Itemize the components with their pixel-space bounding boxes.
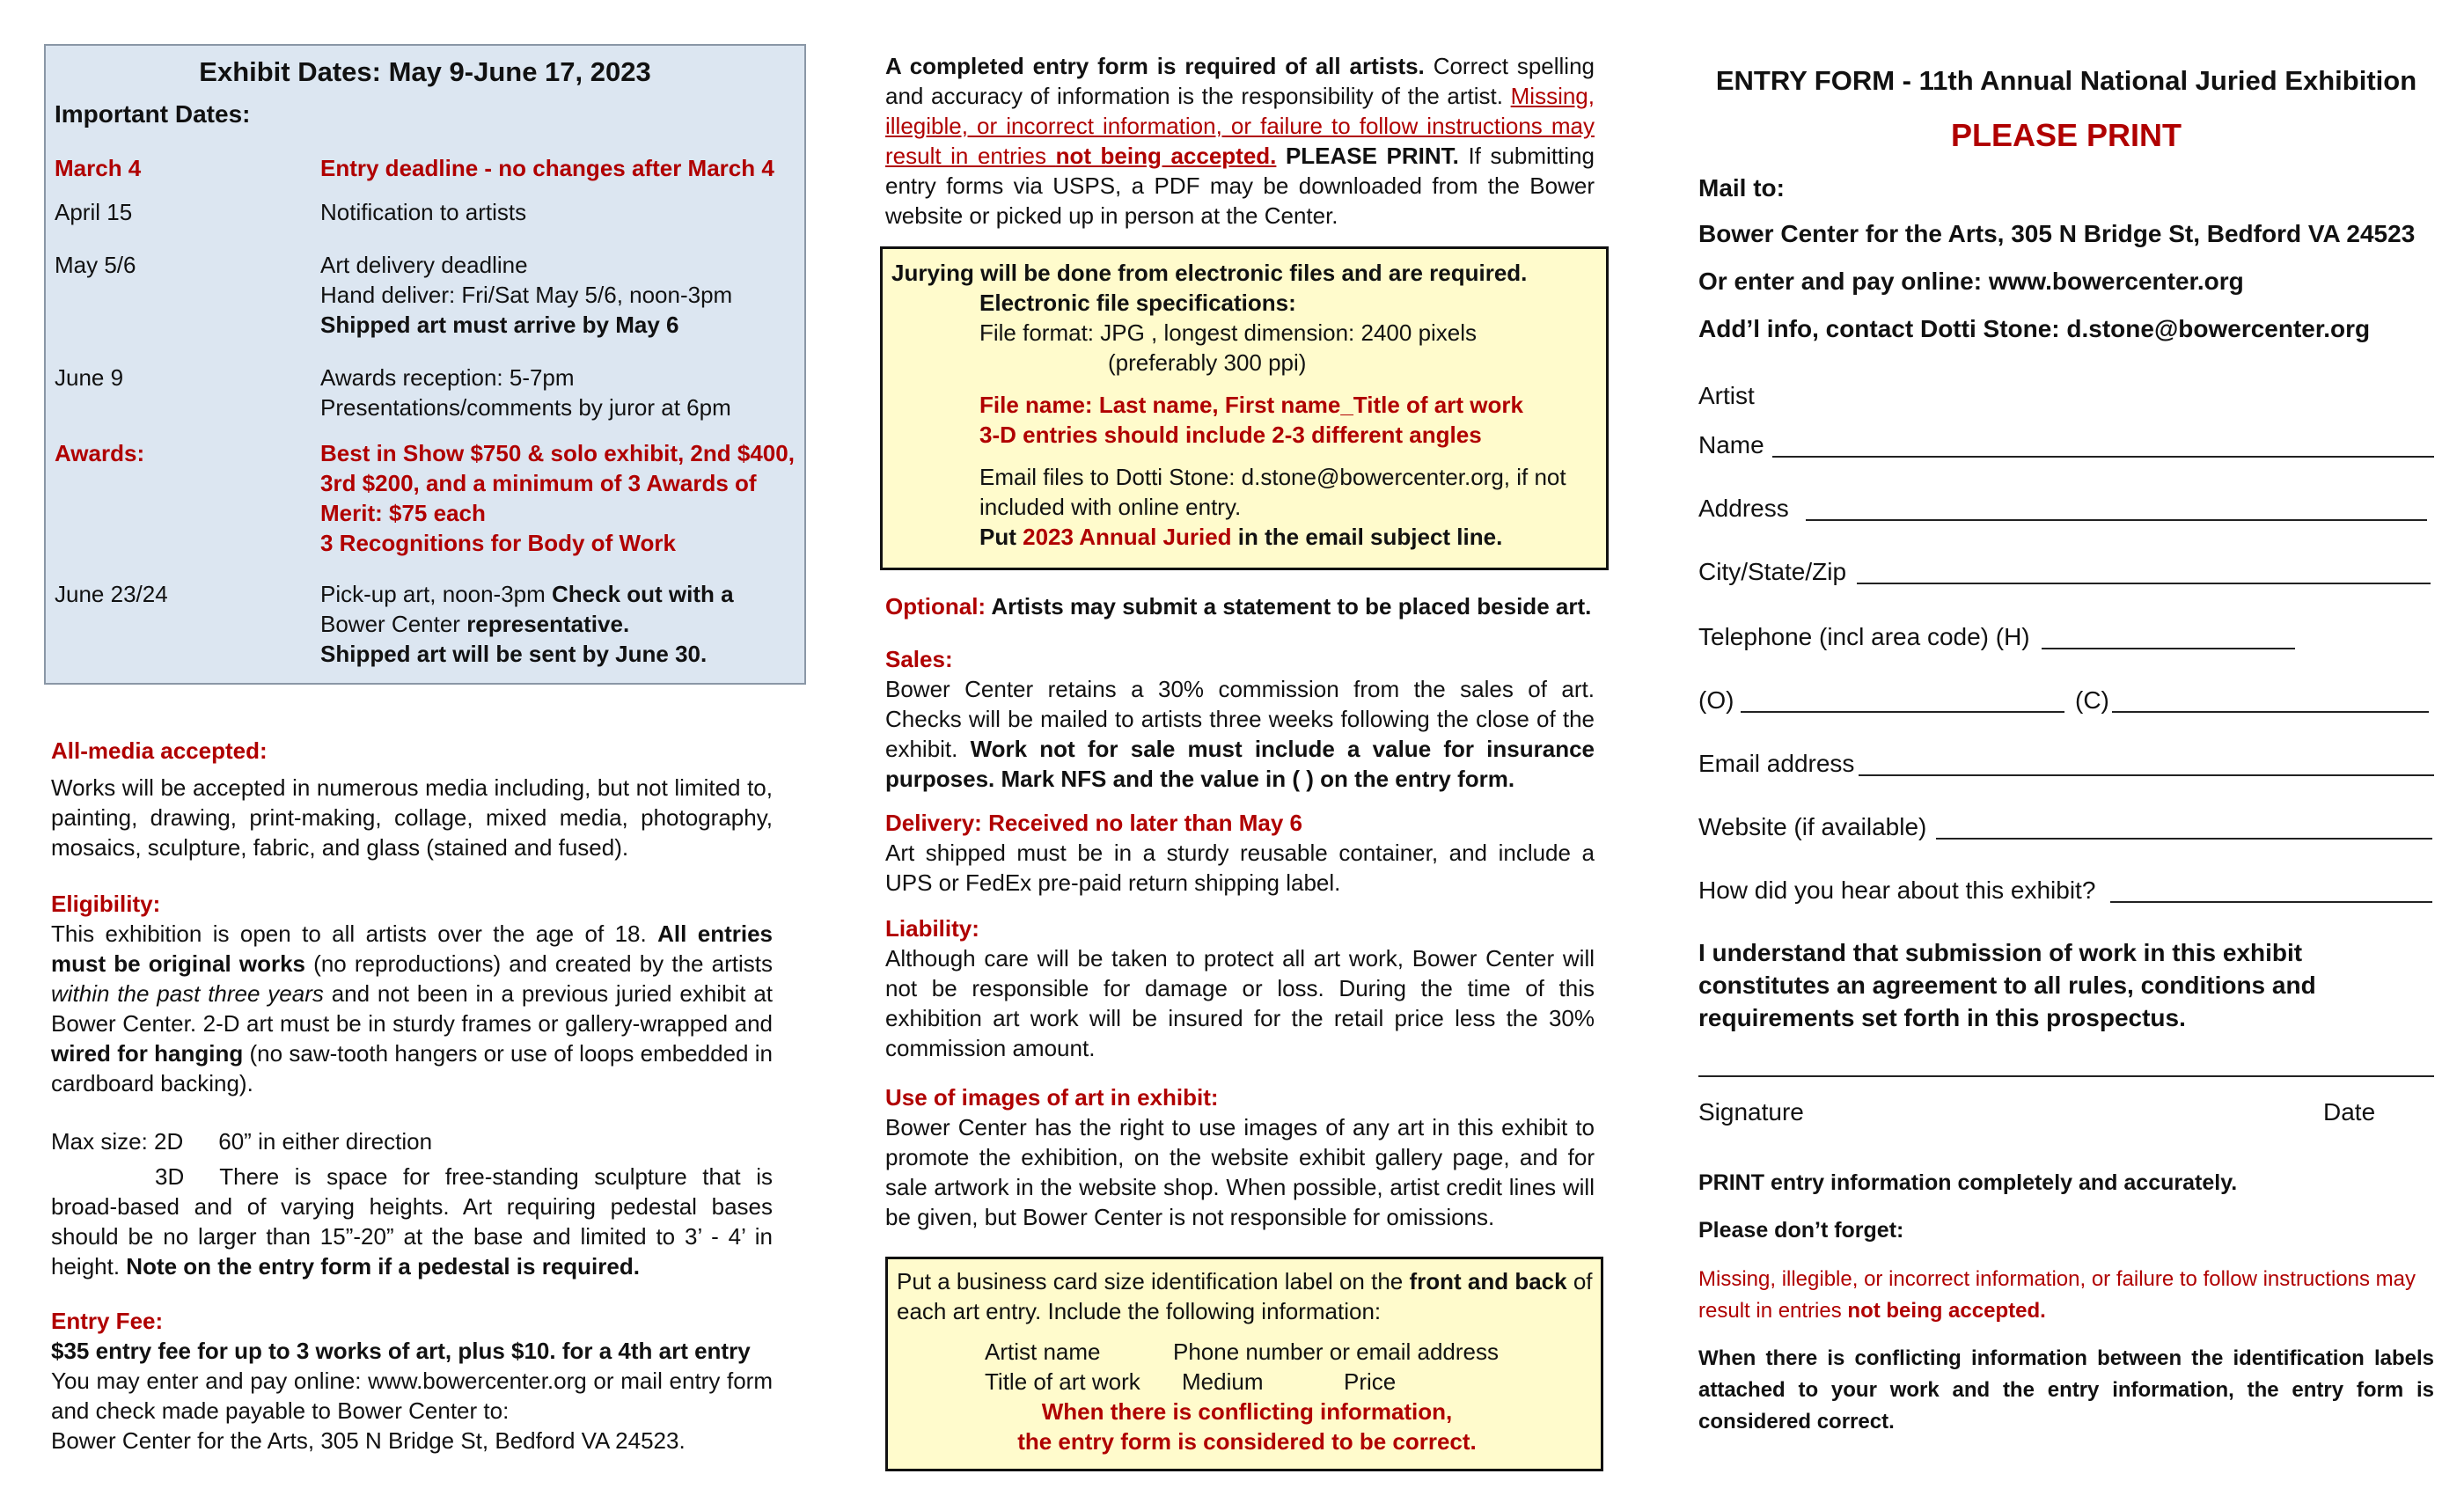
images-section <box>885 1082 1595 1232</box>
text-run: not being accepted. <box>1847 1299 2046 1323</box>
text-run: Optional: <box>885 593 986 620</box>
address-field[interactable] <box>1806 519 2427 521</box>
online-entry: Or enter and pay online: www.bowercenter.org <box>1698 268 2244 295</box>
print-note: PRINT entry information completely and accurately. <box>1698 1170 2238 1195</box>
text-run: If submitting entry forms via USPS, a PDF may be downloaded from the Bower website or picked up in person at the Center. <box>885 143 1595 229</box>
section-text <box>51 919 773 1098</box>
date-line: 3rd $200, and a minimum of 3 Awards of <box>320 470 757 496</box>
jury-line: (preferably 300 ppi) <box>1108 349 1307 376</box>
date-value: Entry deadline - no changes after March 4 <box>320 155 774 181</box>
date-line: Presentations/comments by juror at 6pm <box>320 394 731 421</box>
text-run: (no reproductions) and created by the artists <box>305 950 774 977</box>
agreement-statement: I understand that submission of work in this exhibit constitutes an agreement to all rules, conditions and requirements set forth in this prospectus. <box>1698 939 2316 1031</box>
all-media-section <box>51 736 773 862</box>
text-run: A completed entry form is required of all artists. <box>885 53 1425 79</box>
email-field[interactable] <box>1859 774 2434 776</box>
website-field[interactable] <box>1936 838 2432 840</box>
date-line: Shipped art will be sent by June 30. <box>320 641 708 667</box>
date-line: Best in Show $750 & solo exhibit, 2nd $400, <box>320 440 795 466</box>
entry-fee-text: You may enter and pay online: www.bowercenter.org or mail entry form and check made payable to Bower Center to: <box>51 1368 773 1424</box>
jurying-content <box>891 258 1595 552</box>
website-label: Website (if available) <box>1698 813 1927 840</box>
email-label: Email address <box>1698 750 1855 777</box>
city-state-zip-label: City/State/Zip <box>1698 558 1847 585</box>
text-run: Correct spelling and accuracy of information is the responsibility of the artist. <box>885 53 1595 109</box>
section-text: Bower Center has the right to use images of any art in this exhibit to promote the exhibition, on the website exhibit gallery page, and for sale artwork in the website shop. When possible, artist credit lines will be given, but Bower Center is not responsible for omissions. <box>885 1114 1595 1230</box>
section-heading: Sales: <box>885 646 953 672</box>
max-3d-note: Note on the entry form if a pedestal is required. <box>126 1253 640 1280</box>
section-heading: Delivery: Received no later than May 6 <box>885 810 1302 836</box>
conflict-statement: When there is conflicting information between the identification labels attached to your work and the entry information, the entry form is considered correct. <box>1698 1346 2434 1434</box>
contact-info: Add’l info, contact Dotti Stone: d.stone@bowercenter.org <box>1698 315 2371 342</box>
mail-to-label: Mail to: <box>1698 174 1785 202</box>
jury-line: Electronic file specifications: <box>979 290 1296 316</box>
telephone-cell-label: (C) <box>2075 686 2109 714</box>
label-field: Artist name <box>985 1338 1101 1365</box>
jury-line: File format: JPG , longest dimension: 2400 pixels <box>979 319 1478 346</box>
telephone-office-field[interactable] <box>1741 711 2064 713</box>
date-label: Date <box>2323 1098 2376 1126</box>
conflict-note: When there is conflicting information, <box>1041 1398 1453 1425</box>
name-field[interactable] <box>1772 456 2434 458</box>
hear-about-label: How did you hear about this exhibit? <box>1698 876 2096 904</box>
city-state-zip-field[interactable] <box>1857 583 2431 584</box>
mail-address: Bower Center for the Arts, 305 N Bridge St, Bedford VA 24523 <box>1698 220 2416 247</box>
date-line: Art delivery deadline <box>320 252 528 278</box>
date-line: Hand deliver: Fri/Sat May 5/6, noon-3pm <box>320 282 733 308</box>
text-run: front and back <box>1409 1268 1567 1294</box>
liability-section <box>885 913 1595 1063</box>
date-value: Notification to artists <box>320 199 527 225</box>
signature-label: Signature <box>1698 1098 1804 1126</box>
date-key: June 9 <box>55 364 124 391</box>
date-key: March 4 <box>55 155 142 181</box>
telephone-home-label: Telephone (incl area code) (H) <box>1698 623 2030 650</box>
sales-section <box>885 644 1595 794</box>
telephone-cell-field[interactable] <box>2112 711 2429 713</box>
date-line: representative. <box>466 611 630 637</box>
label-field: Medium <box>1182 1368 1264 1395</box>
text-run: PLEASE PRINT. <box>1276 143 1459 169</box>
text-run: Put <box>979 524 1023 550</box>
hear-about-field[interactable] <box>2110 901 2432 903</box>
text-run: (no saw-tooth hangers or use of loops embedded in cardboard backing). <box>51 1040 774 1096</box>
text-run: Artists may submit a statement to be placed beside art. <box>986 593 1592 620</box>
optional-line <box>885 591 1595 621</box>
name-label: Name <box>1698 431 1764 458</box>
date-line: Pick-up art, noon-3pm <box>320 581 553 607</box>
address-label: Address <box>1698 495 1789 522</box>
entry-fee-section <box>51 1306 773 1456</box>
exhibit-dates-title: Exhibit Dates: May 9-June 17, 2023 <box>199 56 651 87</box>
max-2d-text: 60” in either direction <box>218 1128 433 1155</box>
jury-line: Jurying will be done from electronic files and are required. <box>891 260 1528 286</box>
text-run: wired for hanging <box>51 1040 244 1067</box>
entry-fee-amount: $35 entry fee for up to 3 works of art, plus $10. for a 4th art entry <box>51 1338 751 1364</box>
text-run: Bower Center retains a 30% commission from the sales of art. Checks will be mailed to artists three weeks following the close of the exhibit. <box>885 676 1595 762</box>
delivery-section <box>885 808 1595 898</box>
identification-label-box <box>885 1257 1603 1471</box>
max-3d-label: 3D <box>155 1163 185 1190</box>
date-key: April 15 <box>55 199 133 225</box>
section-text: Art shipped must be in a sturdy reusable container, and include a UPS or FedEx pre-paid return shipping label. <box>885 840 1595 896</box>
date-value <box>320 363 796 422</box>
jurying-box <box>880 246 1609 570</box>
text-run: Work not for sale must include a value for insurance purposes. Mark NFS and the value in ( ) on the entry form. <box>885 736 1595 792</box>
dont-forget-label: Please don’t forget: <box>1698 1218 1904 1243</box>
artist-label: Artist <box>1698 382 1755 409</box>
text-run: of each art entry. Include the following information: <box>897 1268 1593 1324</box>
jury-line <box>891 522 1595 552</box>
text-run: 2023 Annual Juried <box>1023 524 1232 550</box>
date-line: Awards reception: 5-7pm <box>320 364 575 391</box>
please-print-heading: PLEASE PRINT <box>1950 117 2182 153</box>
important-dates-box <box>44 44 806 685</box>
section-heading: Liability: <box>885 915 979 942</box>
intro-paragraph <box>885 51 1595 231</box>
jury-line: File name: Last name, First name_Title of art work <box>979 392 1523 418</box>
text-run: Missing, illegible, or incorrect information, or failure to follow instructions may result in entries <box>885 83 1595 169</box>
section-heading: Use of images of art in exhibit: <box>885 1084 1219 1111</box>
section-text: Although care will be taken to protect all art work, Bower Center will not be responsible for damage or loss. During the time of this exhibition art work will be insured for the retail price less the 30% commission amount. <box>885 945 1595 1061</box>
date-value <box>320 579 796 669</box>
date-value <box>320 438 796 558</box>
max-size-section <box>51 1126 773 1281</box>
text-run: within the past three years <box>51 980 324 1007</box>
telephone-office-label: (O) <box>1698 686 1734 714</box>
section-heading: Entry Fee: <box>51 1308 164 1334</box>
signature-line[interactable] <box>1698 1075 2434 1077</box>
text-run: and not been in a previous juried exhibit at Bower Center. 2-D art must be in sturdy frames or gallery-wrapped and <box>51 980 773 1037</box>
missing-info-warning <box>1698 1264 2434 1327</box>
text-run: not being accepted. <box>1055 143 1277 169</box>
date-line: Bower Center <box>320 611 467 637</box>
section-heading: All-media accepted: <box>51 737 268 764</box>
text-run: Missing, illegible, or incorrect information, or failure to follow instructions may result in entries <box>1698 1267 2416 1323</box>
section-text: Works will be accepted in numerous media including, but not limited to, painting, drawing, print-making, collage, mixed media, photography, mosaics, sculpture, fabric, and glass (stained and fused). <box>51 774 773 861</box>
text-run: Put a business card size identification label on the <box>897 1268 1410 1294</box>
date-line: Merit: $75 each <box>320 500 486 526</box>
date-line: Shipped art must arrive by May 6 <box>320 312 679 338</box>
date-key: June 23/24 <box>55 581 168 607</box>
text-run: in the email subject line. <box>1231 524 1503 550</box>
entry-fee-address: Bower Center for the Arts, 305 N Bridge St, Bedford VA 24523. <box>51 1427 686 1454</box>
date-value <box>320 250 796 340</box>
date-key: May 5/6 <box>55 252 136 278</box>
date-key: Awards: <box>55 440 145 466</box>
label-field: Phone number or email address <box>1173 1338 1499 1365</box>
label-field: Title of art work <box>985 1368 1140 1395</box>
text-run: This exhibition is open to all artists over the age of 18. <box>51 920 658 947</box>
section-heading: Eligibility: <box>51 891 161 917</box>
label-field: Price <box>1344 1368 1397 1395</box>
text-run: All entries must be original works <box>51 920 773 977</box>
jury-line: 3-D entries should include 2-3 different angles <box>979 422 1482 448</box>
entry-form-title: ENTRY FORM - 11th Annual National Juried Exhibition <box>1715 65 2417 96</box>
max-size-label: Max size: 2D <box>51 1128 184 1155</box>
eligibility-section <box>51 889 773 1098</box>
important-dates-label: Important Dates: <box>55 100 251 128</box>
conflict-note: the entry form is considered to be correct. <box>1017 1428 1477 1455</box>
telephone-home-field[interactable] <box>2042 648 2295 649</box>
max-3d-text: There is space for free-standing sculpture that is broad-based and of varying heights. Art requiring pedestal bases should be no larger than 15”-20” at the base and limited to 3’ - 4’ in height. <box>51 1163 773 1280</box>
label-content <box>897 1266 1597 1456</box>
date-line: 3 Recognitions for Body of Work <box>320 530 676 556</box>
date-line: Check out with a <box>552 581 734 607</box>
jury-line: Email files to Dotti Stone: d.stone@bowercenter.org, if not included with online entry. <box>979 464 1566 520</box>
